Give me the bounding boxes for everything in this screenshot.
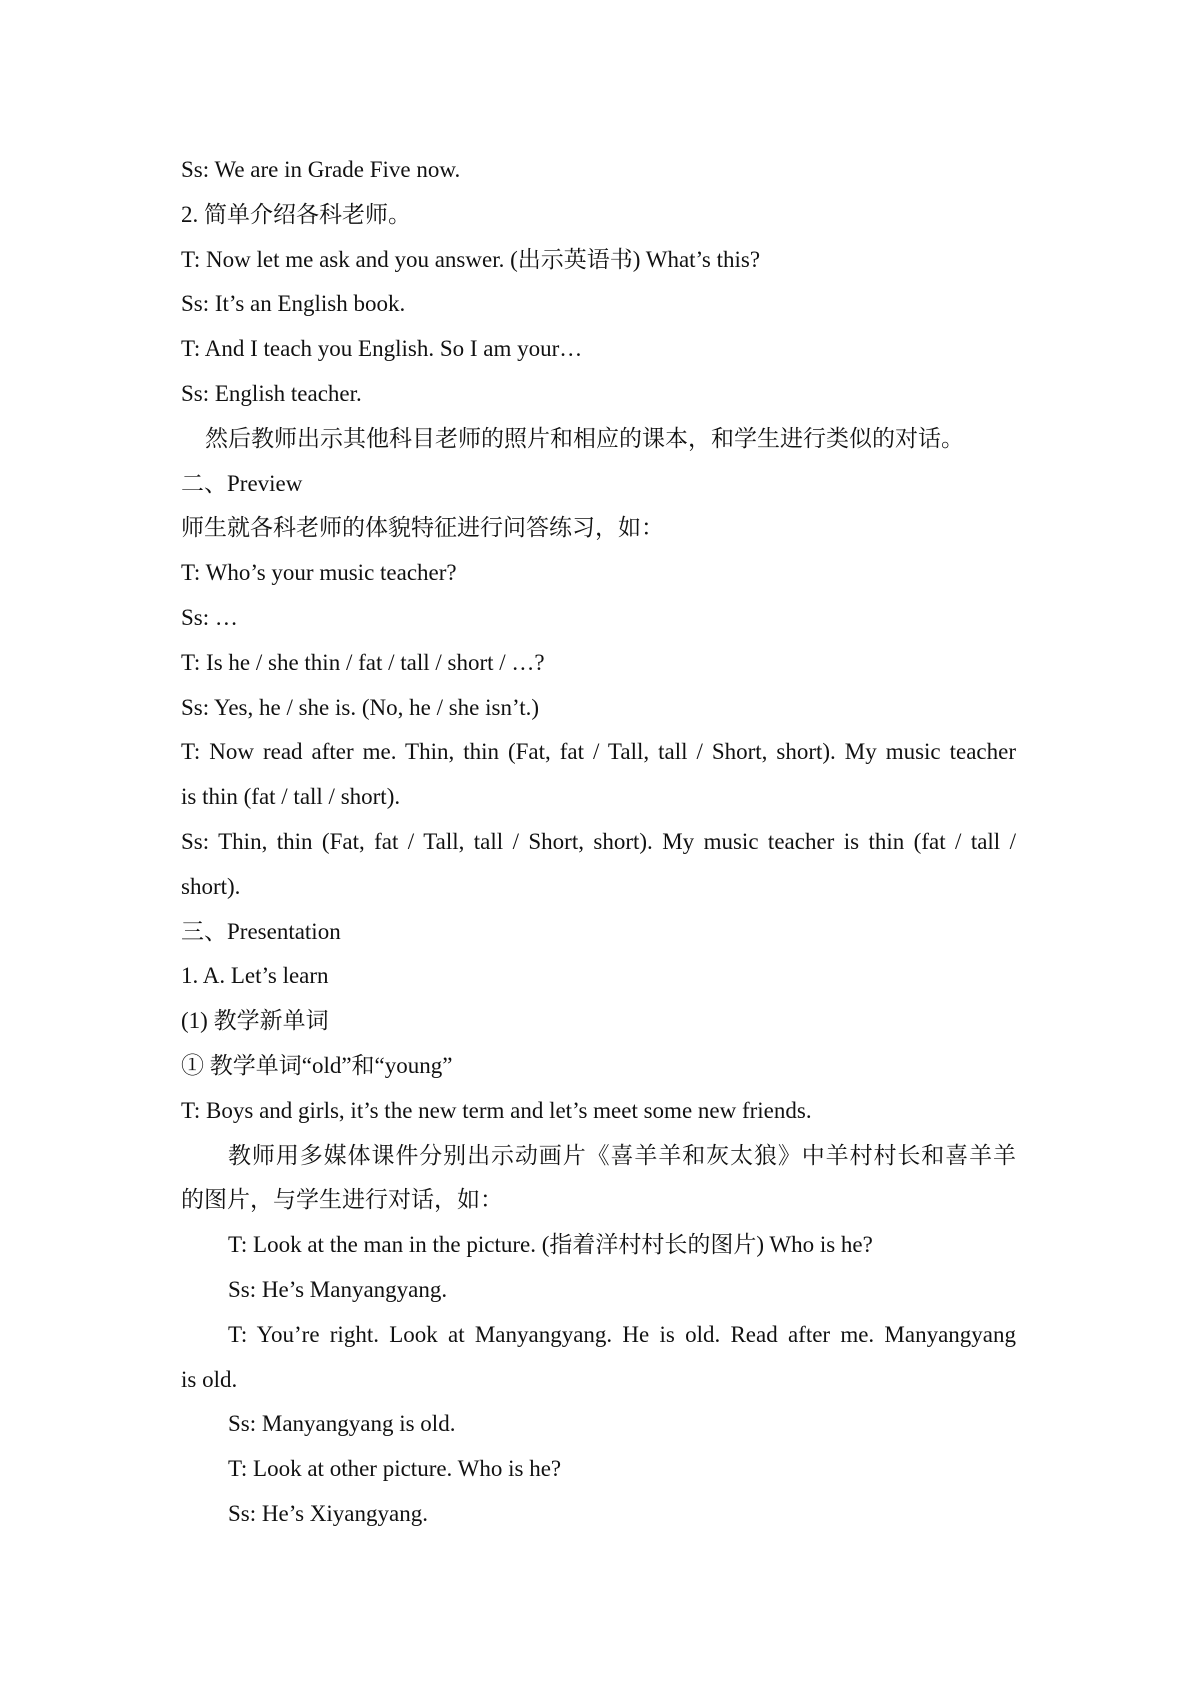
instruction-paragraph-continued: 的图片，与学生进行对话，如： — [181, 1187, 503, 1213]
subsection-heading: (1) 教学新单词 — [181, 1008, 329, 1034]
dialogue-line: Ss: He’s Xiyangyang. — [228, 1500, 428, 1526]
dialogue-line: T: Look at other picture. Who is he? — [228, 1456, 562, 1482]
dialogue-line: T: You’re right. Look at Manyangyang. He is old. Read after me. Manyangyang — [228, 1321, 1016, 1347]
dialogue-line: Ss: … — [181, 604, 238, 630]
dialogue-line-continued: is thin (fat / tall / short). — [181, 784, 401, 810]
dialogue-line: T: Look at the man in the picture. (指着洋村村长的图片) Who is he? — [228, 1232, 873, 1258]
instruction-paragraph: 然后教师出示其他科目老师的照片和相应的课本，和学生进行类似的对话。 — [205, 425, 964, 451]
dialogue-line: Ss: Manyangyang is old. — [228, 1411, 456, 1437]
dialogue-line: T: Who’s your music teacher? — [181, 560, 457, 586]
dialogue-line: T: And I teach you English. So I am your… — [181, 336, 583, 362]
dialogue-line: Ss: It’s an English book. — [181, 291, 406, 317]
dialogue-line: Ss: Yes, he / she is. (No, he / she isn’t.) — [181, 694, 540, 720]
dialogue-line: T: Is he / she thin / fat / tall / short / …? — [181, 649, 545, 675]
section-heading-presentation: 三、Presentation — [181, 918, 341, 944]
dialogue-line: T: Now read after me. Thin, thin (Fat, fat / Tall, tall / Short, short). My music teacher — [181, 739, 1016, 765]
instruction-paragraph: 师生就各科老师的体貌特征进行问答练习，如： — [181, 515, 664, 541]
dialogue-line-continued: is old. — [181, 1366, 238, 1392]
dialogue-line: T: Now let me ask and you answer. (出示英语书) What’s this? — [181, 246, 761, 272]
instruction-paragraph: 教师用多媒体课件分别出示动画片《喜羊羊和灰太狼》中羊村村长和喜羊羊 — [228, 1142, 1016, 1168]
dialogue-line: Ss: English teacher. — [181, 380, 362, 406]
dialogue-line-continued: short). — [181, 873, 241, 899]
step-heading: 2. 简单介绍各科老师。 — [181, 201, 411, 227]
document-body — [181, 148, 1016, 1537]
subsection-heading: 1. A. Let’s learn — [181, 963, 329, 989]
dialogue-line: Ss: He’s Manyangyang. — [228, 1276, 448, 1302]
dialogue-line: Ss: Thin, thin (Fat, fat / Tall, tall / Short, short). My music teacher is thin (fat / tall / — [181, 828, 1016, 854]
subsection-heading: ① 教学单词“old”和“young” — [181, 1052, 453, 1078]
section-heading-preview: 二、Preview — [181, 470, 303, 496]
dialogue-line: T: Boys and girls, it’s the new term and let’s meet some new friends. — [181, 1097, 812, 1123]
dialogue-line: Ss: We are in Grade Five now. — [181, 157, 461, 182]
